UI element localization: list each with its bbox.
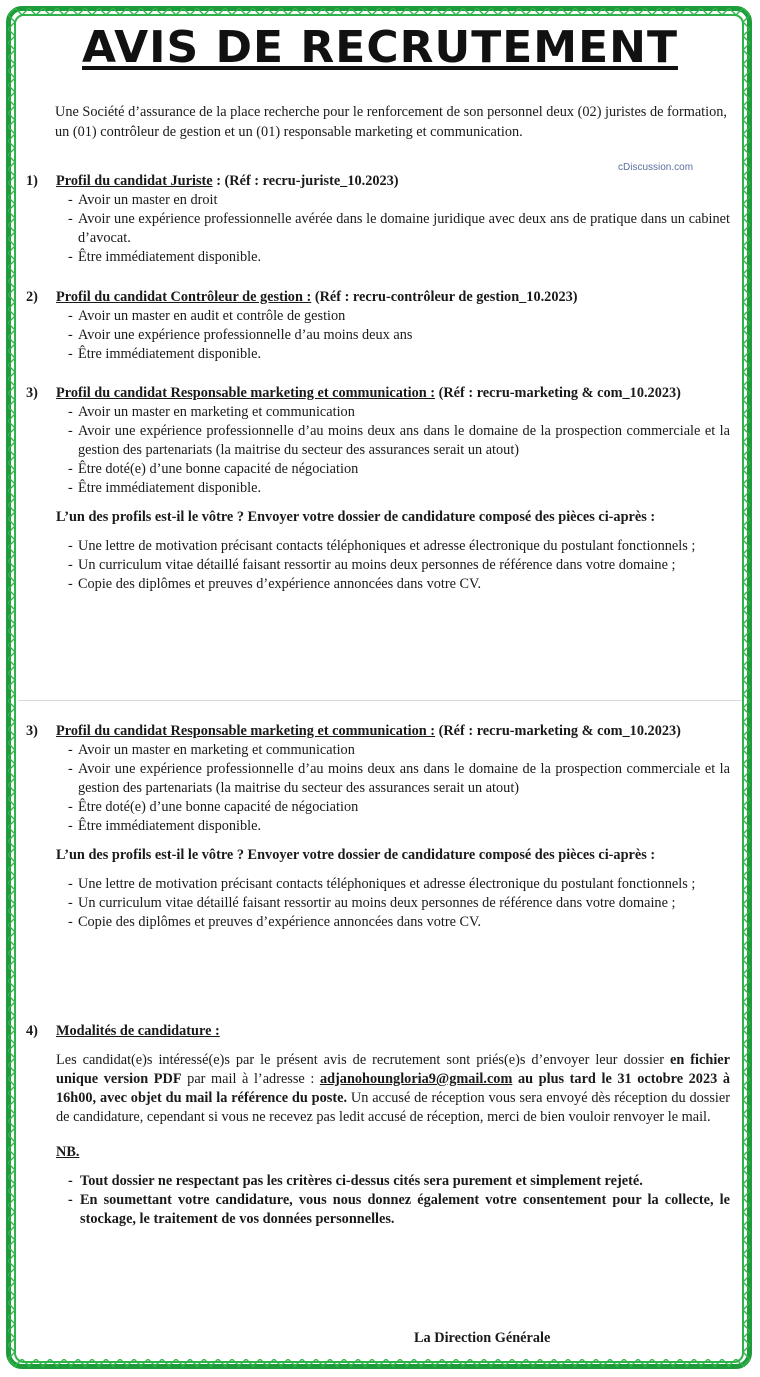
list-item: - Être immédiatement disponible. — [68, 248, 730, 267]
list-item: - Une lettre de motivation précisant contacts téléphoniques et adresse électronique du postulant fonctionnels ; — [68, 537, 730, 556]
nb-label: NB. — [56, 1144, 80, 1160]
section-heading: Profil du candidat Contrôleur de gestion : — [56, 289, 312, 305]
section-number: 4) — [26, 1023, 38, 1039]
section-ref: : (Réf : recru-juriste_10.2023) — [216, 173, 399, 189]
section-number: 1) — [26, 173, 38, 189]
requirements-list — [26, 191, 730, 267]
list-item: - Être doté(e) d’une bonne capacité de négociation — [68, 460, 730, 479]
section-ref: (Réf : recru-contrôleur de gestion_10.2023) — [314, 289, 578, 305]
section-number: 3) — [26, 723, 38, 739]
list-item: - Avoir une expérience professionnelle d’au moins deux ans dans le domaine de la prospection commerciale et la gestion des partenariats (la maitrise du secteur des assurances serait un atout) — [68, 760, 730, 798]
section-ref: (Réf : recru-marketing & com_10.2023) — [438, 385, 681, 401]
list-item: - Tout dossier ne respectant pas les critères ci-dessus cités sera purement et simplement rejeté. — [68, 1172, 730, 1191]
required-documents-list — [26, 537, 730, 594]
list-item: - Être doté(e) d’une bonne capacité de négociation — [68, 798, 730, 817]
modalites-paragraph: Les candidat(e)s intéressé(e)s par le présent avis de recrutement sont priés(e)s d’envoyer leur dossier en fichier unique version PDF par mail à l’adresse : adjanohoungloria9@gmail.com au plus tard le 31 octobre 2023 à 16h00, avec objet du mail la référence du poste. Un accusé de réception vous sera envoyé dès réception du dossier de candidature, cependant si vous ne recevez pas ledit accusé de réception, merci de bien vouloir renvoyer le mail. — [56, 1052, 730, 1125]
email-link[interactable]: adjanohoungloria9@gmail.com — [319, 1071, 513, 1087]
list-item: - Copie des diplômes et preuves d’expérience annoncées dans votre CV. — [68, 575, 730, 594]
section-heading: Profil du candidat Responsable marketing et communication : — [56, 385, 436, 401]
document-body — [18, 18, 742, 1360]
nb-list — [26, 1172, 730, 1229]
list-item: - Un curriculum vitae détaillé faisant ressortir au moins deux personnes de référence dans votre domaine ; — [68, 556, 730, 575]
section-heading: Modalités de candidature : — [56, 1023, 220, 1039]
application-question: L’un des profils est-il le vôtre ? Envoyer votre dossier de candidature composé des pièces ci-après : — [56, 847, 656, 863]
list-item: - Avoir un master en marketing et communication — [68, 403, 730, 422]
list-item: - Avoir un master en marketing et communication — [68, 741, 730, 760]
list-item: - Copie des diplômes et preuves d’expérience annoncées dans votre CV. — [68, 913, 730, 932]
list-item: - Être immédiatement disponible. — [68, 345, 730, 364]
list-item: - Avoir une expérience professionnelle d’au moins deux ans dans le domaine de la prospection commerciale et la gestion des partenariats (la maitrise du secteur des assurances serait un atout) — [68, 422, 730, 460]
requirements-list — [26, 403, 730, 498]
requirements-list — [26, 307, 730, 364]
intro-paragraph: Une Société d’assurance de la place recherche pour le renforcement de son personnel deux (02) juristes de formation, un (01) contrôleur de gestion et un (01) responsable marketing et communication. — [55, 104, 727, 140]
list-item: - En soumettant votre candidature, vous nous donnez également votre consentement pour la collecte, le stockage, le traitement de vos données personnelles. — [68, 1191, 730, 1229]
section-modalites — [26, 1022, 730, 1229]
list-item: - Avoir une expérience professionnelle avérée dans le domaine juridique avec deux ans de pratique dans un cabinet d’avocat. — [68, 210, 730, 248]
signature: La Direction Générale — [414, 1330, 551, 1346]
section-juriste — [26, 172, 730, 267]
section-marketing-repeat — [26, 722, 730, 932]
watermark: cDiscussion.com — [618, 162, 694, 173]
requirements-list — [26, 741, 730, 836]
section-controleur — [26, 288, 730, 364]
section-heading: Profil du candidat Juriste — [56, 173, 213, 189]
section-marketing — [26, 384, 730, 594]
section-ref: (Réf : recru-marketing & com_10.2023) — [438, 723, 681, 739]
list-item: - Avoir une expérience professionnelle d’au moins deux ans — [68, 326, 730, 345]
section-number: 3) — [26, 385, 38, 401]
required-documents-list — [26, 875, 730, 932]
list-item: - Une lettre de motivation précisant contacts téléphoniques et adresse électronique du postulant fonctionnels ; — [68, 875, 730, 894]
scan-seam-divider — [18, 700, 742, 701]
list-item: - Avoir un master en audit et contrôle de gestion — [68, 307, 730, 326]
list-item: - Avoir un master en droit — [68, 191, 730, 210]
section-heading: Profil du candidat Responsable marketing et communication : — [56, 723, 436, 739]
list-item: - Un curriculum vitae détaillé faisant ressortir au moins deux personnes de référence dans votre domaine ; — [68, 894, 730, 913]
section-number: 2) — [26, 289, 38, 305]
list-item: - Être immédiatement disponible. — [68, 479, 730, 498]
page-title: AVIS DE RECRUTEMENT — [82, 22, 678, 73]
application-question: L’un des profils est-il le vôtre ? Envoyer votre dossier de candidature composé des pièces ci-après : — [56, 509, 656, 525]
list-item: - Être immédiatement disponible. — [68, 817, 730, 836]
